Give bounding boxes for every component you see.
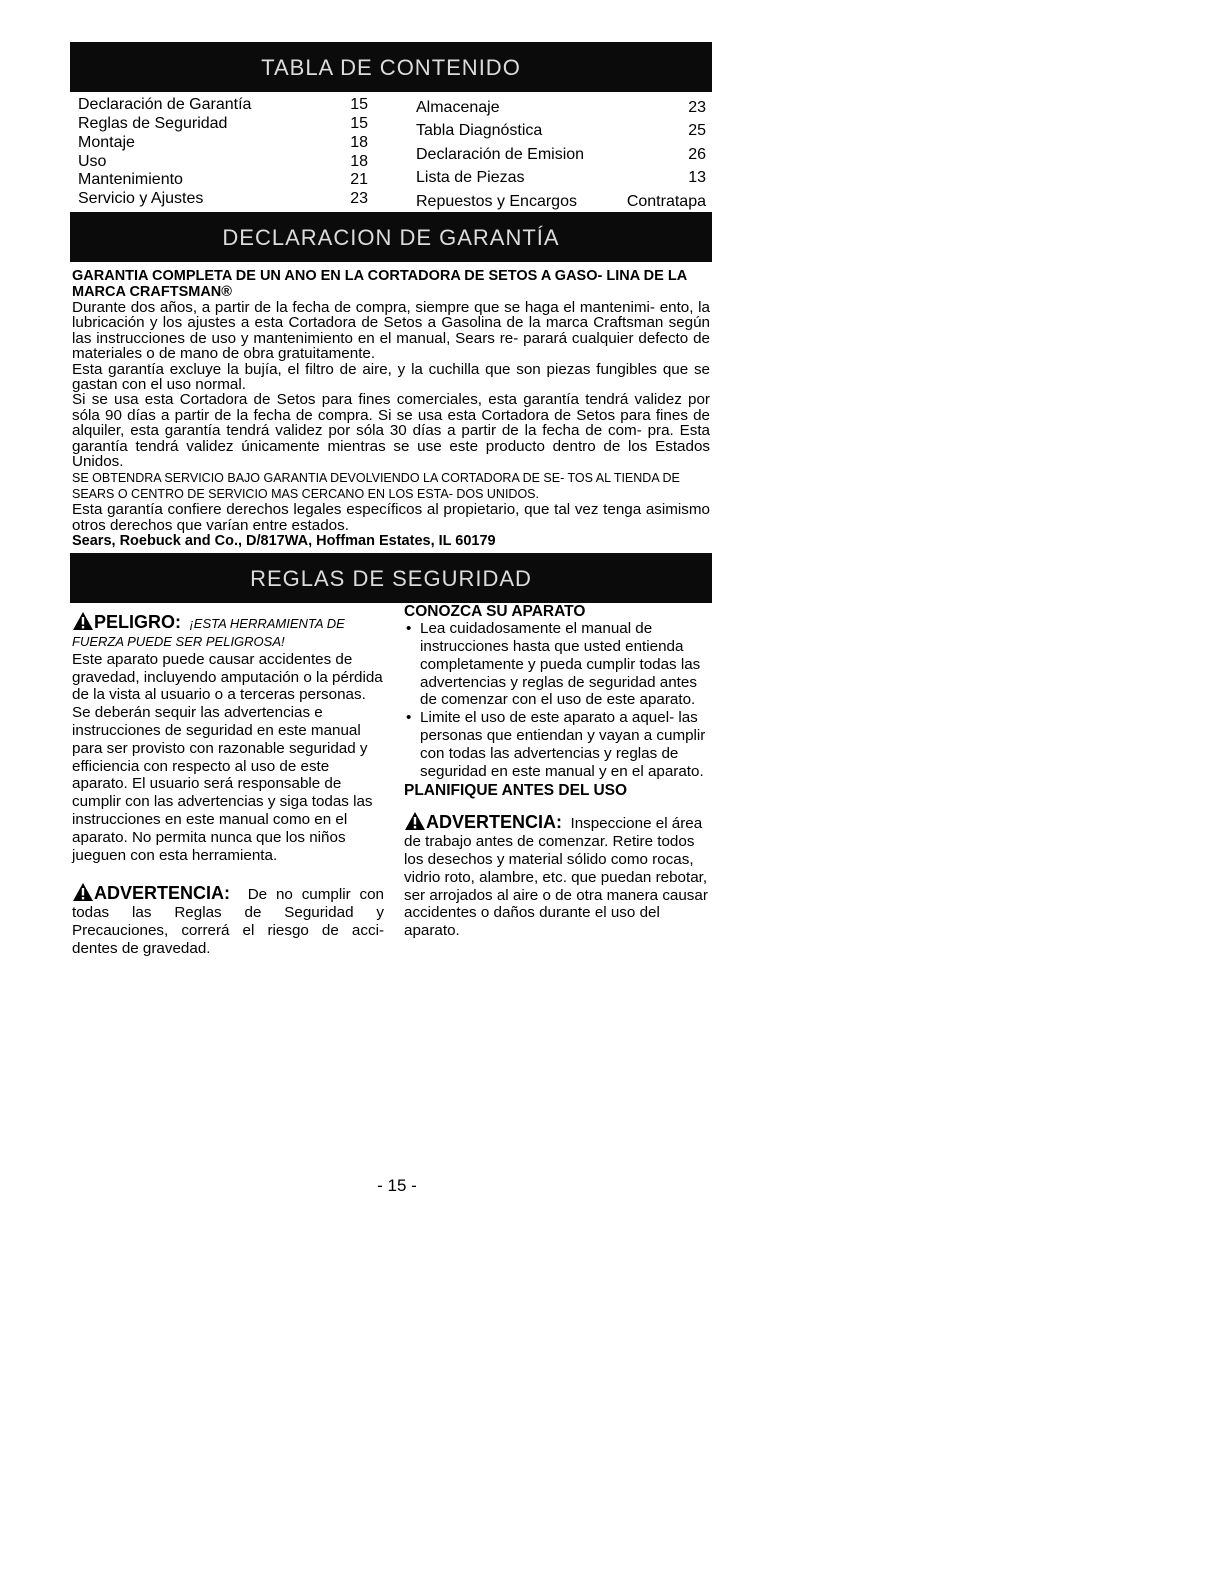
- toc-entry: [78, 152, 368, 171]
- toc-entry-label: Tabla Diagnóstica: [416, 122, 543, 140]
- safety-rules: [70, 603, 712, 1083]
- manual-page: [70, 42, 712, 1083]
- warning-triangle-icon: [72, 882, 94, 902]
- toc-entry: [416, 143, 706, 166]
- toc-entry-page: 15: [350, 114, 368, 132]
- toc-entry: [416, 190, 706, 213]
- safety-banner: REGLAS DE SEGURIDAD: [70, 553, 712, 603]
- warranty-service-notice: SE OBTENDRA SERVICIO BAJO GARANTIA DEVOLVIENDO LA CORTADORA DE SE- TOS AL TIENDA DE SEARS O CENTRO DE SERVICIO MAS CERCANO EN LOS ESTA- DOS UNIDOS.: [72, 471, 680, 501]
- toc-entry-page: 18: [350, 153, 368, 170]
- toc-entry: [416, 119, 706, 142]
- know-your-unit-heading: CONOZCA SU APARATO: [404, 603, 586, 621]
- toc-entry-label: Reglas de Seguridad: [78, 114, 228, 132]
- toc-entry-label: Uso: [78, 153, 107, 170]
- warranty-paragraph: Esta garantía confiere derechos legales específicos al propietario, que tal vez tenga asimismo otros derechos que varían entre estados.: [72, 501, 710, 534]
- toc-entry-label: Mantenimiento: [78, 171, 183, 188]
- toc-entry-label: Declaración de Garantía: [78, 96, 252, 113]
- toc-entry-page: 23: [688, 99, 706, 116]
- warning-text: Inspeccione el área de trabajo antes de comenzar. Retire todos los desechos y material sólido como rocas, vidrio roto, alambre, etc. que puedan rebotar, ser arrojados al aire o de otra manera causar accidentes o daños durante el uso del aparato.: [404, 815, 708, 940]
- toc-entry-page: 23: [350, 189, 368, 207]
- warranty-paragraph: Si se usa esta Cortadora de Setos para fines comerciales, esta garantía tendrá validez por sóla 90 días a partir de la fecha de compra. Si se usa esta Cortadora de Setos para fines de alquiler, esta garantía tendrá validez por sóla 30 días a partir de la fecha de com- pra. Esta garantía tendrá validez únicamente mientras se use este producto dentro de los Estados Unidos.: [72, 391, 710, 471]
- danger-block: [72, 611, 384, 651]
- toc-entry-label: Repuestos y Encargos: [416, 192, 577, 210]
- warranty-address: Sears, Roebuck and Co., D/817WA, Hoffman Estates, IL 60179: [72, 533, 496, 550]
- danger-label: PELIGRO:: [94, 612, 182, 633]
- toc-entry-page: 13: [688, 169, 706, 187]
- danger-text: Este aparato puede causar accidentes de gravedad, incluyendo amputación o la pérdida de la vista al usuario o a terceras personas. Se deberán sequir las advertencias e instrucciones de seguridad en este manual para ser provisto con razonable seguridad y efficiencia con respecto al uso de este aparato. El usuario será responsable de cumplir con las advertencias y siga todas las instrucciones en este manual como en el aparato. No permita nunca que los niños jueguen con esta herramienta.: [72, 650, 383, 864]
- warning-text: De no cumplir con todas las Reglas de Seguridad y Precauciones, correrá el riesgo de acci- dentes de gravedad.: [72, 886, 384, 957]
- toc-entry-label: Declaración de Emision: [416, 145, 585, 163]
- toc-entry-page: 18: [350, 134, 368, 151]
- toc-entry-page: 21: [350, 171, 368, 188]
- warranty-paragraph: Esta garantía excluye la bujía, el filtro de aire, y la cuchilla que son piezas fungibles que se gastan con el uso normal.: [72, 360, 710, 394]
- toc-entry-page: 26: [688, 145, 706, 163]
- warning-triangle-icon: [72, 611, 94, 631]
- toc-right-column: [416, 96, 706, 213]
- toc-entry: [416, 96, 706, 119]
- plan-heading: PLANIFIQUE ANTES DEL USO: [404, 782, 628, 800]
- safety-right-column: [404, 603, 716, 940]
- warranty-heading: GARANTIA COMPLETA DE UN ANO EN LA CORTADORA DE SETOS A GASO- LINA DE LA MARCA CRAFTSMAN®: [72, 268, 687, 300]
- know-bullet: • Lea cuidadosamente el manual de instrucciones hasta que usted entienda completamente y pueda cumplir todas las advertencias y reglas de seguridad antes de comenzar con el uso de este aparato.: [404, 620, 716, 709]
- toc-entry-label: Lista de Piezas: [416, 169, 525, 187]
- toc-entry: [78, 133, 368, 152]
- toc-entry-label: Servicio y Ajustes: [78, 189, 204, 207]
- toc-entry: [78, 96, 368, 115]
- toc-entry-page: 15: [350, 96, 368, 113]
- toc-banner: TABLA DE CONTENIDO: [70, 42, 712, 92]
- toc-entry-page: 25: [688, 122, 706, 140]
- page-number: - 15 -: [377, 1176, 417, 1195]
- toc-left-column: [78, 96, 368, 208]
- toc-entry: [78, 171, 368, 190]
- toc-entry-page: Contratapa: [626, 192, 706, 210]
- toc-entry-label: Montaje: [78, 134, 135, 151]
- toc-entry: [78, 115, 368, 134]
- warning-triangle-icon: [404, 811, 426, 831]
- warranty-banner: DECLARACION DE GARANTÍA: [70, 212, 712, 262]
- danger-subtitle: ¡ESTA HERRAMIENTA DE FUERZA PUEDE SER PELIGROSA!: [72, 616, 345, 650]
- table-of-contents: [70, 92, 712, 212]
- toc-entry: [416, 166, 706, 189]
- warning-block: [404, 811, 716, 940]
- toc-entry-label: Almacenaje: [416, 99, 500, 116]
- warning-label: ADVERTENCIA:: [426, 812, 563, 833]
- warranty-paragraph: Durante dos años, a partir de la fecha de compra, siempre que se haga el mantenimi- ento, la lubricación y los ajustes a esta Cortadora de Setos a Gasolina de la marca Craftsman según las instrucciones de uso y mantenimiento en el manual, Sears re- parará cualquier defecto de materiales o de mano de obra gratuitamente.: [72, 299, 710, 363]
- know-bullet: • Limite el uso de este aparato a aquel- las personas que entiendan y vayan a cumplir con todas las advertencias y reglas de seguridad en este manual y en el aparato.: [404, 709, 716, 780]
- safety-left-column: [72, 611, 384, 957]
- toc-entry: [78, 190, 368, 209]
- warning-block: [72, 882, 384, 957]
- warning-label: ADVERTENCIA:: [94, 883, 231, 904]
